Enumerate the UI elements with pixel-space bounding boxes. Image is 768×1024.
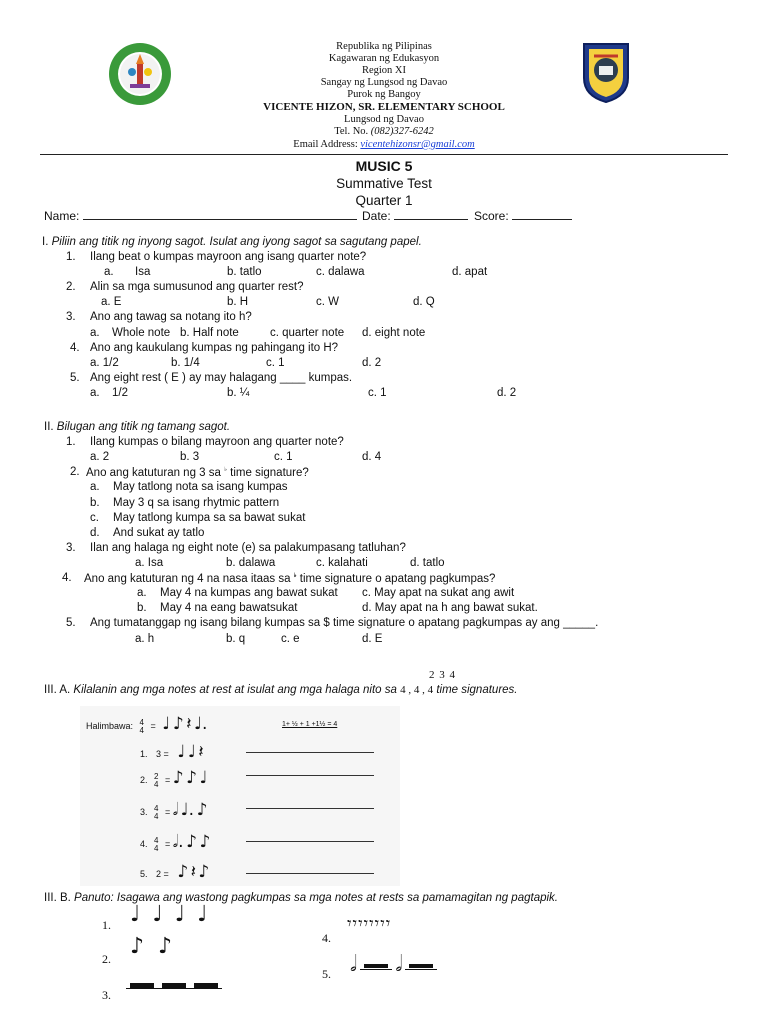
p1-q5-a[interactable]: 1/2 bbox=[112, 387, 128, 399]
quarter-note-icon: ♩ bbox=[177, 742, 186, 762]
p1-q4-a[interactable]: a. 1/2 bbox=[90, 357, 119, 369]
p2-q2-a[interactable]: May tatlong nota sa isang kumpas bbox=[113, 481, 288, 493]
p2-q5-number: 5. bbox=[66, 617, 76, 629]
p2-q2-text-pre: Ano ang katuturan ng 3 sa bbox=[86, 466, 221, 479]
quarter-rest-icon: 𝄽 bbox=[190, 862, 196, 882]
p2-q1-text: Ilang kumpas o bilang mayroon ang quarter note? bbox=[90, 436, 344, 448]
name-blank[interactable] bbox=[83, 210, 357, 220]
p2-q5-d[interactable]: d. E bbox=[362, 633, 383, 645]
p1-q1-a-letter: a. bbox=[104, 266, 114, 278]
p1-q3-c[interactable]: c. quarter note bbox=[270, 327, 345, 339]
date-field[interactable] bbox=[362, 209, 468, 223]
time-signature-icon: ♭ bbox=[224, 467, 227, 473]
p2-q2-text bbox=[86, 466, 309, 479]
p2-q5-a[interactable]: a. h bbox=[135, 633, 155, 645]
p2-q1-a[interactable]: a. 2 bbox=[90, 451, 110, 463]
part1-instruction bbox=[42, 236, 422, 248]
p2-q4-text-pre: Ano ang katuturan ng 4 na nasa itaas sa bbox=[84, 572, 291, 585]
p2-q4-b[interactable]: May 4 na eang bawatsukat bbox=[160, 602, 298, 614]
p2-q2-c[interactable]: May tatlong kumpa sa sa bawat sukat bbox=[113, 512, 306, 524]
header-region: Region XI bbox=[361, 65, 407, 76]
p1-q4-number: 4. bbox=[70, 342, 80, 354]
p1-q1-c[interactable]: c. dalawa bbox=[316, 266, 365, 278]
header-department: Kagawaran ng Edukasyon bbox=[328, 53, 440, 64]
p2-q4-d[interactable]: d. May apat na h ang bawat sukat. bbox=[362, 602, 538, 614]
eighth-note-icon: ♪ bbox=[196, 800, 208, 820]
rhythm-1 bbox=[130, 902, 220, 927]
p2-q2-b-letter: b. bbox=[90, 497, 100, 509]
p1-q2-b[interactable]: b. H bbox=[227, 296, 249, 308]
quarter-note-icon: ♩ bbox=[187, 742, 196, 762]
answer-line[interactable] bbox=[246, 841, 374, 842]
half-note-icon: 𝅗𝅥 bbox=[172, 800, 179, 820]
email-link[interactable]: vicentehizonsr@gmail.com bbox=[360, 139, 475, 150]
p2-q2-c-letter: c. bbox=[90, 512, 99, 524]
answer-line[interactable] bbox=[246, 775, 374, 776]
p1-q2-a[interactable]: a. E bbox=[101, 296, 122, 308]
p1-q2-c[interactable]: c. W bbox=[316, 296, 339, 308]
p1-q3-a-letter: a. bbox=[90, 327, 100, 339]
name-field[interactable] bbox=[44, 209, 357, 223]
p1-q3-d[interactable]: d. eight note bbox=[362, 327, 426, 339]
part3a-instruction bbox=[44, 684, 518, 696]
subject-title: MUSIC 5 bbox=[355, 158, 413, 174]
answer-line[interactable] bbox=[246, 808, 374, 809]
dotted-quarter-note-icon: ♩. bbox=[193, 714, 208, 734]
p2-q5-b[interactable]: b. q bbox=[226, 633, 246, 645]
p2-q3-b[interactable]: b. dalawa bbox=[226, 557, 276, 569]
part3a-number: III. A. bbox=[44, 684, 71, 696]
example-time-signature: 4 4 bbox=[139, 717, 144, 735]
exercise-number: 2. bbox=[140, 775, 148, 785]
header-email bbox=[0, 139, 768, 152]
p2-q4-number: 4. bbox=[62, 572, 72, 584]
quarter-rest-icon: 𝄽 bbox=[186, 714, 192, 734]
score-field[interactable] bbox=[474, 209, 572, 223]
p2-q2-number: 2. bbox=[70, 466, 80, 478]
exercise-row-2: 2. 2 4 = ♪ ♪ ♩ bbox=[140, 768, 208, 789]
example-label: Halimbawa: bbox=[86, 721, 134, 731]
tel-label: Tel. No. bbox=[334, 126, 369, 137]
header-purok: Purok ng Bangoy bbox=[347, 89, 421, 100]
p1-q1-a[interactable]: Isa bbox=[135, 266, 151, 278]
rhythm-3-number: 3. bbox=[102, 988, 111, 1002]
eighth-note-icon: ♪ bbox=[172, 714, 184, 734]
eighth-rest-icon: 𝄾 bbox=[369, 914, 375, 934]
part3b-instruction bbox=[44, 892, 558, 904]
whole-rest-icon bbox=[130, 983, 154, 988]
p1-q5-text: Ang eight rest ( E ) ay may halagang ____ kumpas. bbox=[90, 372, 353, 384]
part2-instruction-text: Bilugan ang titik ng tamang sagot. bbox=[56, 421, 231, 433]
p2-q1-number: 1. bbox=[66, 436, 76, 448]
exercise-number: 3. bbox=[140, 807, 148, 817]
p1-q2-number: 2. bbox=[66, 281, 76, 293]
p1-q2-d[interactable]: d. Q bbox=[413, 296, 435, 308]
p2-q2-text-post: time signature? bbox=[230, 466, 309, 479]
p1-q3-text: Ano ang tawag sa notang ito h? bbox=[90, 311, 252, 323]
time-signature: 4 4 bbox=[154, 835, 159, 853]
dotted-quarter-note-icon: ♩. bbox=[180, 800, 195, 820]
p2-q4-c[interactable]: c. May apat na sukat ang awit bbox=[362, 587, 515, 599]
p1-q5-b[interactable]: b. ¼ bbox=[227, 387, 250, 399]
whole-rest-icon bbox=[162, 983, 186, 988]
part3a-instruction-text: Kilalanin ang mga notes at rest at isulat ang mga halaga nito sa bbox=[73, 684, 397, 696]
p2-q4-a-letter: a. bbox=[137, 587, 147, 599]
p2-q2-d-letter: d. bbox=[90, 527, 100, 539]
quarter-note-icon: ♩ bbox=[152, 902, 175, 927]
rhythm-5 bbox=[350, 952, 437, 977]
eighth-note-icon: ♪ bbox=[186, 832, 197, 852]
exercise-row-4: 4. 4 4 = 𝅗𝅥. ♪ ♪ bbox=[140, 832, 211, 853]
score-label: Score: bbox=[474, 209, 509, 223]
rhythm-3 bbox=[126, 980, 222, 992]
time-signature: 2 4 bbox=[154, 771, 159, 789]
p1-q5-a-letter: a. bbox=[90, 387, 100, 399]
date-blank[interactable] bbox=[394, 210, 468, 220]
answer-line[interactable] bbox=[246, 873, 374, 874]
time-signature-tops: 2 3 4 bbox=[429, 669, 456, 681]
p2-q3-text: Ilan ang halaga ng eight note (e) sa palakumpasang tatluhan? bbox=[90, 542, 406, 554]
p2-q2-a-letter: a. bbox=[90, 481, 100, 493]
p2-q3-d[interactable]: d. tatlo bbox=[410, 557, 445, 569]
half-note-icon: 𝅗𝅥 bbox=[395, 952, 403, 977]
p2-q4-text-post: time signature o apatang pagkumpas? bbox=[299, 572, 496, 585]
tel-number: (082)327-6242 bbox=[370, 126, 434, 137]
eighth-rest-icon: 𝄾 bbox=[352, 914, 359, 934]
eighth-rest-icon: 𝄾 bbox=[380, 914, 386, 934]
header-division: Sangay ng Lungsod ng Davao bbox=[320, 77, 448, 88]
example-row: Halimbawa: 4 4 = ♩ ♪ 𝄽 ♩. bbox=[86, 714, 208, 735]
quarter-note-icon: ♩ bbox=[197, 902, 220, 927]
quarter-note-icon: ♩ bbox=[174, 902, 198, 927]
p2-q5-text: Ang tumatanggap ng isang bilang kumpas sa $ time signature o apatang pagkumpas ay ang _____. bbox=[90, 617, 599, 629]
eighth-rest-icon: 𝄾 bbox=[347, 914, 353, 934]
exercise-number: 1. bbox=[140, 749, 148, 759]
p2-q3-number: 3. bbox=[66, 542, 76, 554]
time-signature: 4 4 bbox=[154, 803, 159, 821]
p1-q5-d[interactable]: d. 2 bbox=[497, 387, 517, 399]
name-label: Name: bbox=[44, 209, 80, 223]
header-republic: Republika ng Pilipinas bbox=[336, 41, 432, 52]
rhythm-4 bbox=[347, 914, 391, 934]
eighth-note-icon: ♪ bbox=[198, 862, 210, 882]
eighth-note-icon: ♪ bbox=[172, 768, 184, 788]
rhythm-1-number: 1. bbox=[102, 918, 111, 932]
half-note-icon: 𝅗𝅥 bbox=[350, 952, 357, 977]
part2-instruction bbox=[44, 421, 230, 433]
eighth-note-icon: ♪ bbox=[199, 832, 211, 852]
half-rest-icon bbox=[364, 964, 388, 968]
part1-number: I. bbox=[42, 236, 49, 248]
rhythm-2 bbox=[130, 934, 186, 959]
p2-q1-c[interactable]: c. 1 bbox=[274, 451, 293, 463]
eighth-note-icon: ♪ bbox=[177, 862, 189, 882]
eighth-note-icon: ♪ bbox=[130, 934, 159, 959]
p2-q2-b[interactable]: May 3 q sa isang rhytmic pattern bbox=[113, 497, 280, 509]
quarter-note-icon: ♩ bbox=[130, 902, 153, 927]
quarter-note-icon: ♩ bbox=[199, 768, 208, 788]
test-title: Summative Test bbox=[336, 176, 432, 191]
whole-rest-icon bbox=[194, 983, 218, 988]
date-label: Date: bbox=[362, 209, 391, 223]
exercise-row-1: 1. 3 = ♩ ♩ 𝄽 bbox=[140, 742, 204, 762]
eighth-rest-icon: 𝄾 bbox=[363, 914, 370, 934]
p1-q4-c[interactable]: c. 1 bbox=[266, 357, 285, 369]
p2-q3-a[interactable]: a. Isa bbox=[135, 557, 164, 569]
example-sum: 1+ ½ + 1 +1½ = 4 bbox=[282, 721, 338, 728]
time-signature-bottoms: 4 , 4 , 4 bbox=[400, 684, 434, 696]
eighth-note-icon: ♪ bbox=[186, 768, 198, 788]
half-rest-icon bbox=[409, 964, 433, 968]
part3a-instruction-end: time signatures. bbox=[436, 684, 518, 696]
quarter-rest-icon: 𝄽 bbox=[198, 742, 204, 762]
eighth-rest-icon: 𝄾 bbox=[374, 914, 381, 934]
exercise-number: 4. bbox=[140, 839, 148, 849]
quarter-note-icon: ♩ bbox=[162, 714, 171, 734]
p1-q3-b[interactable]: b. Half note bbox=[180, 327, 239, 339]
exercise-row-5: 5. 2 = ♪ 𝄽 ♪ bbox=[140, 862, 210, 882]
score-blank[interactable] bbox=[512, 210, 572, 220]
p1-q1-d[interactable]: d. apat bbox=[452, 266, 488, 278]
exercise-row-3: 3. 4 4 = 𝅗𝅥 ♩. ♪ bbox=[140, 800, 208, 821]
p2-q4-a[interactable]: May 4 na kumpas ang bawat sukat bbox=[160, 587, 338, 599]
p2-q4-b-letter: b. bbox=[137, 602, 147, 614]
exercise-number: 5. bbox=[140, 869, 148, 879]
email-label: Email Address: bbox=[293, 139, 358, 150]
header-divider bbox=[40, 154, 728, 155]
p1-q1-number: 1. bbox=[66, 251, 76, 263]
p1-q3-number: 3. bbox=[66, 311, 76, 323]
p1-q4-b[interactable]: b. 1/4 bbox=[171, 357, 200, 369]
rhythm-2-number: 2. bbox=[102, 952, 111, 966]
p2-q1-d[interactable]: d. 4 bbox=[362, 451, 382, 463]
p1-q5-c[interactable]: c. 1 bbox=[368, 387, 387, 399]
rhythm-4-number: 4. bbox=[322, 931, 331, 945]
eighth-rest-icon: 𝄾 bbox=[358, 914, 364, 934]
p2-q2-d[interactable]: And sukat ay tatlo bbox=[113, 527, 205, 539]
rhythm-5-number: 5. bbox=[322, 967, 331, 981]
part2-number: II. bbox=[44, 421, 54, 433]
eighth-rest-icon: 𝄾 bbox=[385, 914, 392, 934]
p2-q5-c[interactable]: c. e bbox=[281, 633, 300, 645]
dotted-half-note-icon: 𝅗𝅥. bbox=[172, 832, 184, 852]
header-tel bbox=[0, 126, 768, 139]
p1-q4-text: Ano ang kaukulang kumpas ng pahingang ito H? bbox=[90, 342, 339, 354]
p1-q1-b[interactable]: b. tatlo bbox=[227, 266, 262, 278]
part1-instruction-text: Piliin ang titik ng inyong sagot. Isulat ang iyong sagot sa sagutang papel. bbox=[51, 236, 422, 248]
part3b-number: III. B. bbox=[44, 892, 71, 904]
p2-q4-text bbox=[84, 572, 495, 585]
answer-line[interactable] bbox=[246, 752, 374, 753]
p1-q5-number: 5. bbox=[70, 372, 80, 384]
p2-q1-b[interactable]: b. 3 bbox=[180, 451, 200, 463]
p1-q1-text: Ilang beat o kumpas mayroon ang isang quarter note? bbox=[90, 251, 367, 263]
p1-q3-a[interactable]: Whole note bbox=[112, 327, 171, 339]
part3b-instruction-text: Panuto: Isagawa ang wastong pagkumpas sa mga notes at rests sa pamamagitan ng pagtapik. bbox=[74, 892, 558, 904]
quarter-title: Quarter 1 bbox=[355, 193, 413, 208]
time-signature-icon: ♭ bbox=[293, 573, 297, 579]
p1-q2-text: Alin sa mga sumusunod ang quarter rest? bbox=[90, 281, 304, 293]
p2-q3-c[interactable]: c. kalahati bbox=[316, 557, 368, 569]
eighth-note-icon: ♪ bbox=[158, 934, 187, 959]
header-city: Lungsod ng Davao bbox=[344, 114, 424, 125]
p1-q4-d[interactable]: d. 2 bbox=[362, 357, 382, 369]
school-name: VICENTE HIZON, SR. ELEMENTARY SCHOOL bbox=[263, 101, 505, 113]
